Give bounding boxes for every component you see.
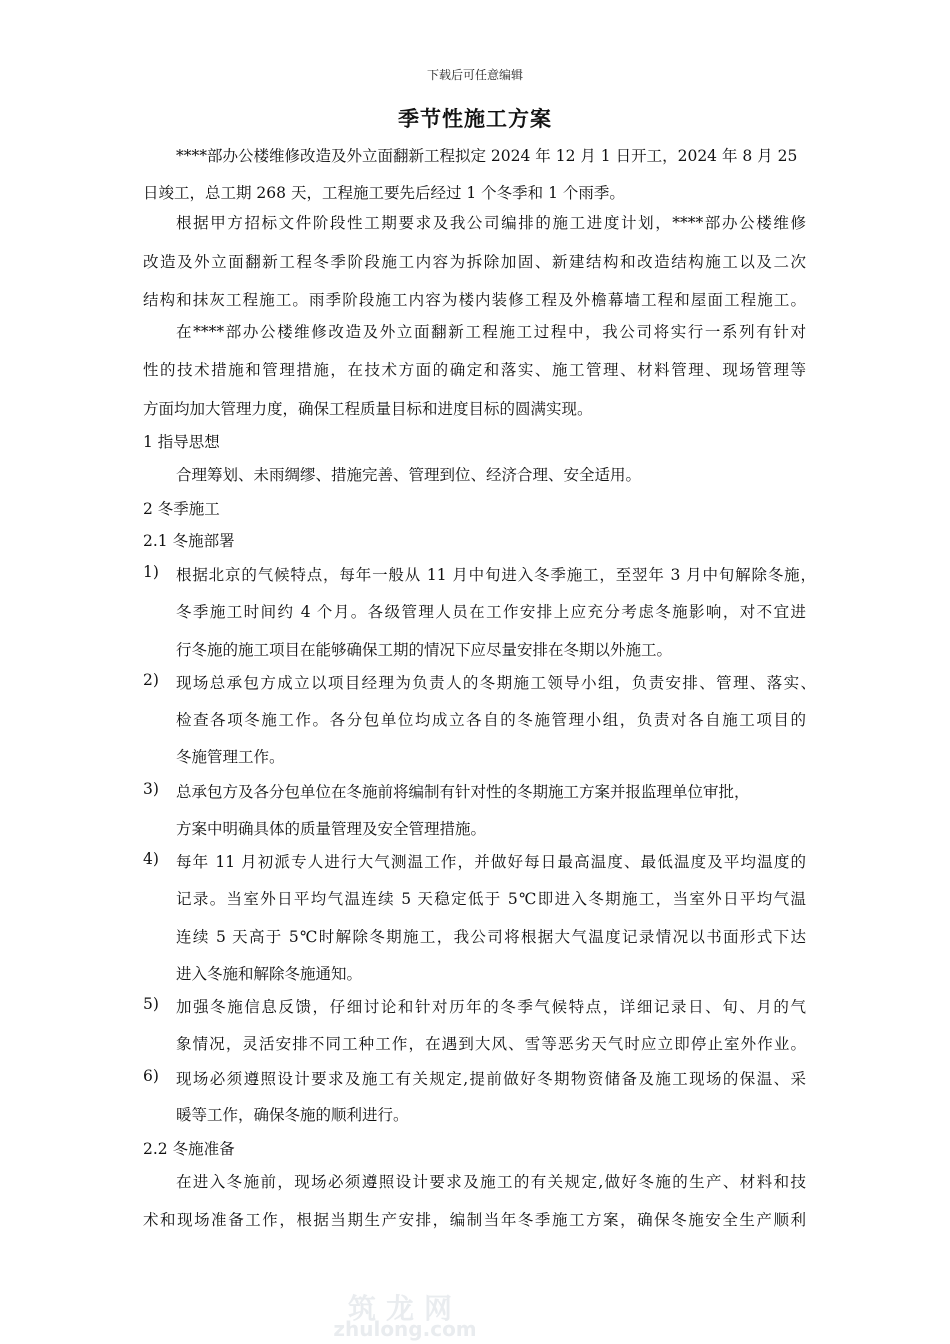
paragraph-2-line-2: 改造及外立面翻新工程冬季阶段施工内容为拆除加固、新建结构和改造结构施工以及二次 xyxy=(143,253,806,271)
paragraph-2-line-3: 结构和抹灰工程施工。雨季阶段施工内容为楼内装修工程及外檐幕墙工程和屋面工程施工。 xyxy=(143,291,806,309)
header-note: 下载后可任意编辑 xyxy=(426,68,523,82)
watermark xyxy=(285,1292,525,1341)
item-1-line-3: 行冬施的施工项目在能够确保工期的情况下应尽量安排在冬期以外施工。 xyxy=(176,641,673,659)
item-2-line-1: 现场总承包方成立以项目经理为负责人的冬期施工领导小组，负责安排、管理、落实、 xyxy=(176,674,816,692)
item-1-line-2: 冬季施工时间约 4 个月。各级管理人员在工作安排上应充分考虑冬施影响，对不宜进 xyxy=(176,603,806,621)
item-6-line-1: 现场必须遵照设计要求及施工有关规定,提前做好冬期物资储备及施工现场的保温、采 xyxy=(176,1070,806,1088)
section-2-2-line-2: 术和现场准备工作，根据当期生产安排，编制当年冬季施工方案，确保冬施安全生产顺利 xyxy=(143,1211,806,1229)
item-6-line-2: 暖等工作，确保冬施的顺利进行。 xyxy=(176,1106,409,1124)
item-number: 1) xyxy=(143,563,159,581)
item-5-line-2: 象情况，灵活安排不同工种工作，在遇到大风、雪等恶劣天气时应立即停止室外作业。 xyxy=(176,1035,806,1053)
section-2-2-heading: 2.2 冬施准备 xyxy=(143,1140,235,1158)
document-title: 季节性施工方案 xyxy=(398,106,552,131)
section-2-heading: 2 冬季施工 xyxy=(143,500,220,518)
section-2-2-line-1: 在进入冬施前，现场必须遵照设计要求及施工的有关规定,做好冬施的生产、材料和技 xyxy=(176,1173,806,1191)
paragraph-3-line-3: 方面均加大管理力度，确保工程质量目标和进度目标的圆满实现。 xyxy=(143,400,593,418)
item-number: 5) xyxy=(143,995,159,1013)
watermark-en: zhulong.com xyxy=(333,1317,477,1341)
watermark-cn: 筑龙网 xyxy=(347,1292,462,1325)
item-4-line-2: 记录。当室外日平均气温连续 5 天稳定低于 5℃即进入冬期施工，当室外日平均气温 xyxy=(176,890,806,908)
item-4-line-1: 每年 11 月初派专人进行大气测温工作，并做好每日最高温度、最低温度及平均温度的 xyxy=(176,853,806,871)
item-number: 6) xyxy=(143,1067,159,1085)
item-4-line-3: 连续 5 天高于 5℃时解除冬期施工，我公司将根据大气温度记录情况以书面形式下达 xyxy=(176,928,806,946)
section-2-1-heading: 2.1 冬施部署 xyxy=(143,532,235,550)
section-1-text: 合理筹划、未雨绸缪、措施完善、管理到位、经济合理、安全适用。 xyxy=(176,466,642,484)
paragraph-1-line-2: 日竣工，总工期 268 天，工程施工要先后经过 1 个冬季和 1 个雨季。 xyxy=(143,184,625,202)
paragraph-1-line-1: ****部办公楼维修改造及外立面翻新工程拟定 2024 年 12 月 1 日开工，2024 年 8 月 25 xyxy=(176,147,798,165)
item-3-line-2: 方案中明确具体的质量管理及安全管理措施。 xyxy=(176,820,487,838)
section-1-heading: 1 指导思想 xyxy=(143,433,220,451)
item-2-line-3: 冬施管理工作。 xyxy=(176,748,285,766)
item-5-line-1: 加强冬施信息反馈，仔细讨论和针对历年的冬季气候特点，详细记录日、旬、月的气 xyxy=(176,998,806,1016)
paragraph-3-line-1: 在****部办公楼维修改造及外立面翻新工程施工过程中，我公司将实行一系列有针对 xyxy=(176,323,806,341)
paragraph-3-line-2: 性的技术措施和管理措施，在技术方面的确定和落实、施工管理、材料管理、现场管理等 xyxy=(143,361,806,379)
item-number: 3) xyxy=(143,780,159,798)
item-2-line-2: 检查各项冬施工作。各分包单位均成立各自的冬施管理小组，负责对各自施工项目的 xyxy=(176,711,806,729)
item-number: 4) xyxy=(143,850,159,868)
item-1-line-1: 根据北京的气候特点，每年一般从 11 月中旬进入冬季施工，至翌年 3 月中旬解除冬施， xyxy=(176,566,816,584)
item-3-line-1: 总承包方及各分包单位在冬施前将编制有针对性的冬期施工方案并报监理单位审批， xyxy=(176,783,750,801)
paragraph-2-line-1: 根据甲方招标文件阶段性工期要求及我公司编排的施工进度计划，****部办公楼维修 xyxy=(176,214,806,232)
item-4-line-4: 进入冬施和解除冬施通知。 xyxy=(176,965,363,983)
item-number: 2) xyxy=(143,671,159,689)
